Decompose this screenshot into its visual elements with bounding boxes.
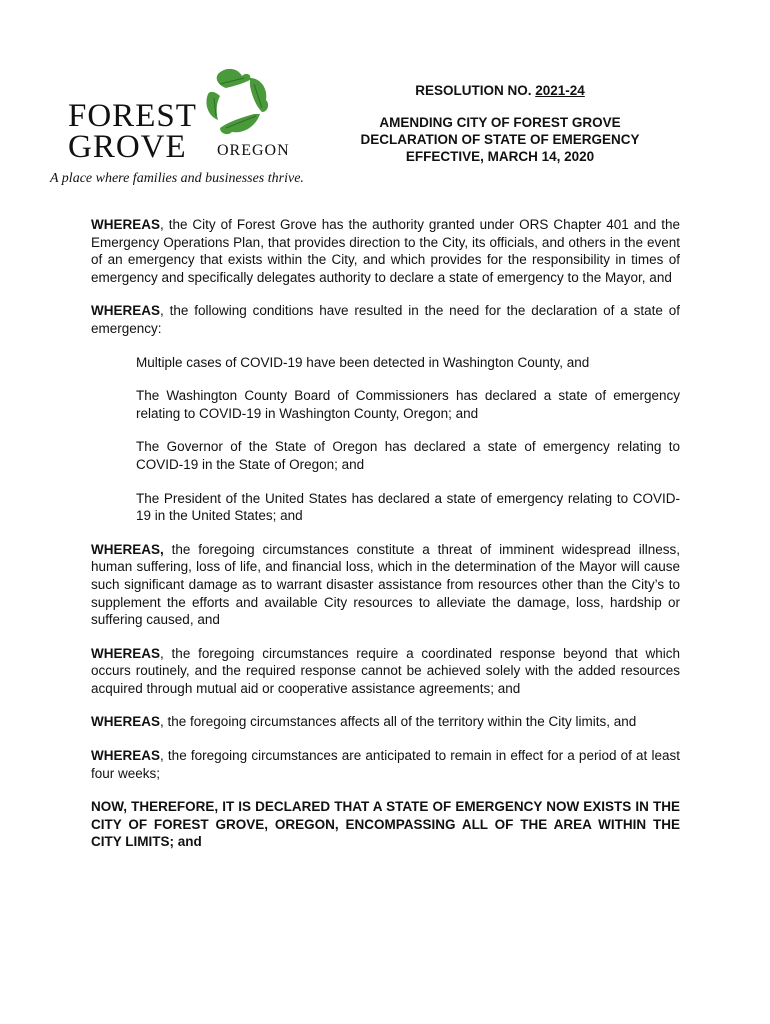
paragraph-text: , the following conditions have resulted in the need for the declaration of a state of emergency:	[91, 303, 680, 336]
title-line-1: AMENDING CITY OF FOREST GROVE	[379, 115, 621, 130]
condition-3: The Governor of the State of Oregon has declared a state of emergency relating to COVID-19 in the State of Oregon; and	[136, 439, 680, 472]
condition-4: The President of the United States has declared a state of emergency relating to COVID-19 in the United States; and	[136, 490, 680, 524]
whereas-label: WHEREAS	[91, 217, 161, 232]
resolution-number-value: 2021-24	[535, 83, 585, 98]
logo-forest-text: FOREST	[68, 98, 197, 134]
paragraph-text: , the foregoing circumstances require a coordinated response beyond that which occurs routinely, and the required response cannot be achieved solely with the added resources acquired through mutual aid or cooperative assistance agreements; and	[91, 645, 680, 696]
whereas-paragraph-2	[91, 302, 680, 337]
whereas-paragraph-3	[91, 541, 680, 629]
whereas-label: WHEREAS,	[91, 541, 164, 557]
paragraph-text: the foregoing circumstances constitute a threat of imminent widespread illness, human suffering, loss of life, and financial loss, which in the determination of the Mayor will cause such significant damage as to warrant disaster assistance from resources other than the City’s to supplement the efforts and available City resources to alleviate the damage, loss, hardship or suffering caused, and	[91, 541, 680, 628]
logo-oregon-text: OREGON	[217, 142, 290, 159]
whereas-label: WHEREAS	[91, 714, 161, 730]
condition-2: The Washington County Board of Commissioners has declared a state of emergency relating to COVID-19 in Washington County, Oregon; and	[136, 388, 680, 421]
paragraph-text: , the foregoing circumstances affects all of the territory within the City limits, and	[160, 714, 637, 730]
resolution-prefix: RESOLUTION NO.	[415, 83, 536, 98]
paragraph-text: , the foregoing circumstances are anticipated to remain in effect for a period of at least four weeks;	[91, 748, 680, 781]
logo-tagline: A place where families and businesses thrive.	[50, 171, 304, 186]
condition-1: Multiple cases of COVID-19 have been detected in Washington County, and	[136, 354, 590, 370]
whereas-label: WHEREAS	[91, 303, 161, 319]
whereas-paragraph-6	[91, 747, 680, 782]
resolution-body	[91, 216, 680, 867]
whereas-label: WHEREAS	[91, 645, 161, 661]
resolution-number	[330, 82, 670, 99]
title-line-3: EFFECTIVE, MARCH 14, 2020	[405, 149, 595, 164]
whereas-paragraph-5	[91, 713, 680, 731]
whereas-paragraph-4	[91, 645, 680, 698]
paragraph-text: , the City of Forest Grove has the authority granted under ORS Chapter 401 and the Emergency Operations Plan, that provides direction to the City, its officials, and others in the event of an emergency that exists within the City, and which provides for the responsibility in times of emergency and specifically delegates authority to declare a state of emergency to the Mayor, and	[91, 217, 680, 285]
title-line-2: DECLARATION OF STATE OF EMERGENCY	[360, 132, 640, 147]
declaration-paragraph: NOW, THEREFORE, IT IS DECLARED THAT A STATE OF EMERGENCY NOW EXISTS IN THE CITY OF FOREST GROVE, OREGON, ENCOMPASSING ALL OF THE AREA WITHIN THE CITY LIMITS; and	[91, 799, 680, 850]
forest-grove-logo	[50, 60, 320, 190]
oak-leaves-icon	[198, 64, 278, 144]
logo-grove-text: GROVE	[68, 129, 187, 165]
resolution-header	[330, 82, 670, 165]
whereas-paragraph-1	[91, 216, 680, 286]
whereas-label: WHEREAS	[91, 748, 161, 764]
